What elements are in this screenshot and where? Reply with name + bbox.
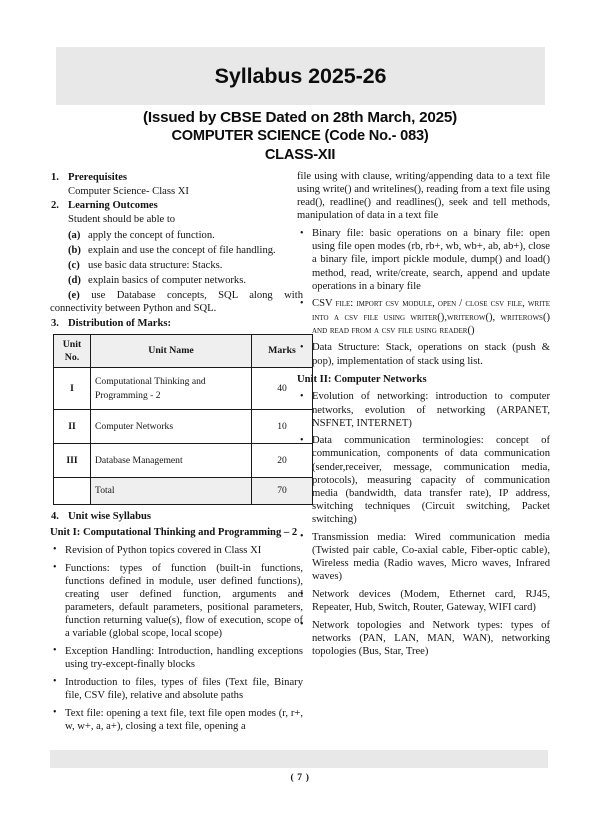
right-column (297, 170, 550, 658)
section-number: 3. (51, 317, 59, 329)
section-title: Distribution of Marks: (68, 317, 171, 329)
syllabus-bullet: • Introduction to files, types of files (Text file, Binary file, CSV file), relative and absolute paths (50, 676, 303, 702)
prerequisites-body: Computer Science- Class XI (68, 186, 189, 198)
section-number: 1. (51, 172, 59, 183)
column-header-marks: Marks (252, 334, 313, 367)
section-number: 2. (51, 200, 59, 212)
cell-marks: 20 (252, 444, 313, 478)
syllabus-bullet: • Data Structure: Stack, operations on stack (push & pop), implementation of stack using list. (297, 341, 550, 367)
syllabus-bullet: • Functions: types of function (built-in functions, functions defined in module, user defined functions), creating user defined function, arguments and parameters, default parameters, positional parameters, function returning value(s), flow of execution, scope of a variable (global scope, local scope) (50, 562, 303, 641)
cell-empty (54, 478, 91, 505)
item-text: explain basics of computer networks. (88, 275, 246, 287)
table-head (54, 334, 313, 367)
cell-marks: 40 (252, 368, 313, 410)
section-distribution-heading (50, 317, 303, 330)
subtitle-block (0, 108, 600, 165)
cell-unit-no: III (54, 444, 91, 478)
title-banner (56, 47, 545, 105)
syllabus-bullet: • Binary file: basic operations on a binary file: open using file open modes (rb, rb+, wb, wb+, ab, ab+), close a binary file, import pickle module, dump() and load() method, read, write/create, search, append and update operations in a binary file (297, 227, 550, 293)
syllabus-bullet: • Network devices (Modem, Ethernet card, RJ45, Repeater, Hub, Switch, Router, Gateway, WIFI card) (297, 588, 550, 614)
learning-outcomes-intro: Student should be able to (68, 214, 176, 226)
syllabus-bullet: • Transmission media: Wired communication media (Twisted pair cable, Co-axial cable, Fiber-optic cable), Wireless media (Radio waves, Micro waves, Infrared waves) (297, 531, 550, 584)
table-header-row (54, 334, 313, 367)
column-header-unit-name: Unit Name (91, 334, 252, 367)
item-text: explain and use the concept of file handling. (88, 244, 276, 256)
unit-header-line1: Unit (62, 338, 82, 350)
learning-outcome-item (50, 229, 303, 242)
item-text: use Database concepts, SQL along with connectivity between Python and SQL. (50, 290, 303, 315)
table-body (54, 368, 313, 505)
column-header-unit-no (54, 334, 91, 367)
syllabus-bullet: • Text file: opening a text file, text file open modes (r, r+, w, w+, a, a+), closing a text file, opening a (50, 707, 303, 733)
unit-header-line2: No. (64, 351, 80, 363)
cell-unit-name: Database Management (91, 444, 252, 478)
item-letter: (a) (68, 229, 81, 241)
syllabus-bullet: • Evolution of networking: introduction to computer networks, evolution of networking (ARPANET, NSFNET, INTERNET) (297, 390, 550, 429)
syllabus-bullet: • Exception Handling: Introduction, handling exceptions using try-except-finally blocks (50, 645, 303, 671)
subject-code-line: COMPUTER SCIENCE (Code No.- 083) (171, 128, 429, 144)
page-title: Syllabus 2025-26 (214, 63, 387, 88)
section-prerequisites-heading (50, 171, 303, 184)
class-line: CLASS-XII (264, 147, 336, 163)
left-column (50, 170, 303, 733)
table-total-row (54, 478, 313, 505)
learning-outcome-item (50, 244, 303, 257)
cell-total-label: Total (91, 478, 252, 505)
item-letter: (e) (68, 290, 80, 302)
item-letter: (c) (68, 259, 80, 271)
cell-unit-name: Computational Thinking and Programming - 2 (91, 368, 252, 410)
cell-total-marks: 70 (252, 478, 313, 505)
body-columns (0, 170, 600, 745)
continued-paragraph: file using with clause, writing/appending data to a text file using write() and writelines(), reading from a text file using read(), readline() and readlines(), seek and tell methods, manipulation of data in a text file (297, 171, 550, 222)
page-number: ( 7 ) (290, 772, 310, 783)
section-title: Prerequisites (68, 172, 128, 183)
cell-unit-no: I (54, 368, 91, 410)
unit2-heading: Unit II: Computer Networks (297, 373, 427, 385)
learning-outcome-item (50, 259, 303, 272)
marks-distribution-table (53, 334, 313, 505)
table-row (54, 410, 313, 444)
section-title: Unit wise Syllabus (68, 511, 152, 523)
cell-marks: 10 (252, 410, 313, 444)
cell-unit-no: II (54, 410, 91, 444)
table-row (54, 368, 313, 410)
footer-bar (50, 750, 548, 768)
learning-outcome-item-e (50, 289, 303, 315)
item-text: use basic data structure: Stacks. (88, 259, 223, 271)
unit1-heading: Unit I: Computational Thinking and Programming – 2 (50, 527, 298, 539)
section-title: Learning Outcomes (68, 200, 158, 212)
table-row (54, 444, 313, 478)
section-learning-outcomes-heading (50, 199, 303, 212)
item-text: apply the concept of function. (88, 229, 215, 241)
item-letter: (d) (68, 275, 81, 287)
learning-outcome-item (50, 274, 303, 287)
item-letter: (b) (68, 244, 81, 256)
issued-by-line: (Issued by CBSE Dated on 28th March, 2025) (142, 109, 457, 126)
syllabus-bullet: • Network topologies and Network types: types of networks (PAN, LAN, MAN, WAN), networking topologies (Bus, Star, Tree) (297, 619, 550, 658)
cell-unit-name: Computer Networks (91, 410, 252, 444)
syllabus-bullet: • Data communication terminologies: concept of communication, components of data communication (sender,receiver, message, communication media, protocols), measuring capacity of communication media (bandwidth, data transfer rate), IP address, switching techniques (Circuit switching, Packet switching) (297, 434, 550, 526)
section-unit-wise-heading (50, 510, 303, 523)
syllabus-bullet: • Revision of Python topics covered in Class XI (50, 544, 303, 557)
syllabus-bullet: • CSV file: import csv module, open / close csv file, write into a csv file using writer(),writerow(), writerows() and read from a csv file using reader() (297, 297, 550, 336)
section-number: 4. (51, 511, 59, 523)
